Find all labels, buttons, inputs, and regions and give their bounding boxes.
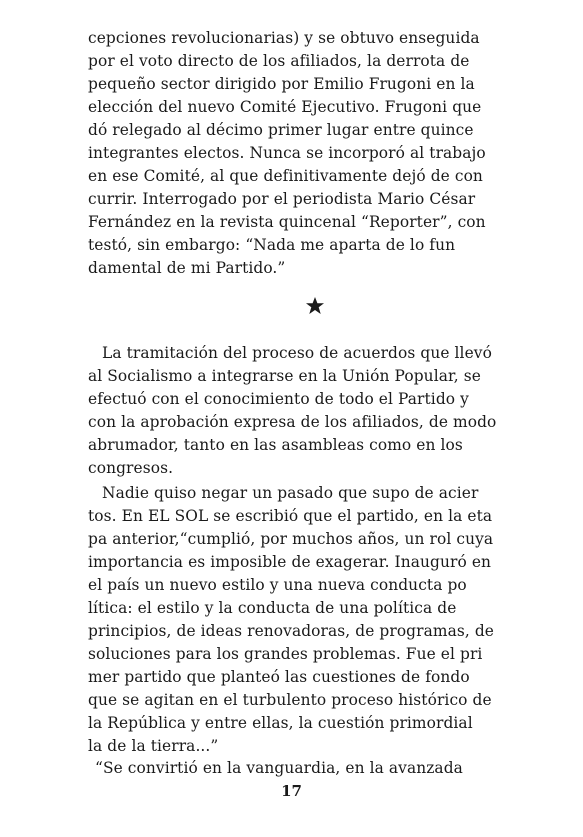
- text-line: damental de mi Partido.”: [88, 259, 286, 277]
- text-line: el país un nuevo estilo y una nueva conducta po: [88, 576, 467, 594]
- text-line: que se agitan en el turbulento proceso histórico de: [88, 691, 492, 709]
- text-line: testó, sin embargo: “Nada me aparta de lo fun: [88, 236, 456, 254]
- text-line: currir. Interrogado por el periodista Mario César: [88, 190, 476, 208]
- text-line: integrantes electos. Nunca se incorporó al trabajo: [88, 144, 486, 162]
- text-line: Fernández en la revista quincenal “Reporter”, con: [88, 213, 486, 231]
- star-icon: [305, 296, 325, 316]
- text-line: en ese Comité, al que definitivamente dejó de con: [88, 167, 483, 185]
- text-line: la de la tierra...”: [88, 737, 219, 755]
- text-line: soluciones para los grandes problemas. Fue el pri: [88, 645, 483, 663]
- text-line: efectuó con el conocimiento de todo el Partido y: [88, 390, 469, 408]
- text-line: pa anterior,“cumplió, por muchos años, un rol cuya: [88, 530, 494, 548]
- text-line: importancia es imposible de exagerar. Inauguró en: [88, 553, 492, 571]
- text-line: por el voto directo de los afiliados, la derrota de: [88, 52, 470, 70]
- text-line: principios, de ideas renovadoras, de programas, de: [88, 622, 494, 640]
- text-line: mer partido que planteó las cuestiones de fondo: [88, 668, 470, 686]
- text-line: elección del nuevo Comité Ejecutivo. Frugoni que: [88, 98, 482, 116]
- page-number: 17: [281, 782, 302, 800]
- text-line: pequeño sector dirigido por Emilio Frugoni en la: [88, 75, 475, 93]
- text-line: la República y entre ellas, la cuestión primordial: [88, 714, 473, 732]
- text-line: La tramitación del proceso de acuerdos que llevó: [102, 344, 492, 362]
- text-line: tos. En EL SOL se escribió que el partido, en la eta: [88, 507, 493, 525]
- text-line: abrumador, tanto en las asambleas como en los: [88, 436, 463, 454]
- text-line: Nadie quiso negar un pasado que supo de acier: [102, 484, 479, 502]
- text-line: al Socialismo a integrarse en la Unión Popular, se: [88, 367, 481, 385]
- text-line: con la aprobación expresa de los afiliados, de modo: [88, 413, 497, 431]
- text-line: dó relegado al décimo primer lugar entre quince: [88, 121, 474, 139]
- text-line: congresos.: [88, 459, 174, 477]
- text-line: cepciones revolucionarias) y se obtuvo enseguida: [88, 29, 480, 47]
- text-line: lítica: el estilo y la conducta de una política de: [88, 599, 457, 617]
- text-line: “Se convirtió en la vanguardia, en la avanzada: [95, 759, 463, 777]
